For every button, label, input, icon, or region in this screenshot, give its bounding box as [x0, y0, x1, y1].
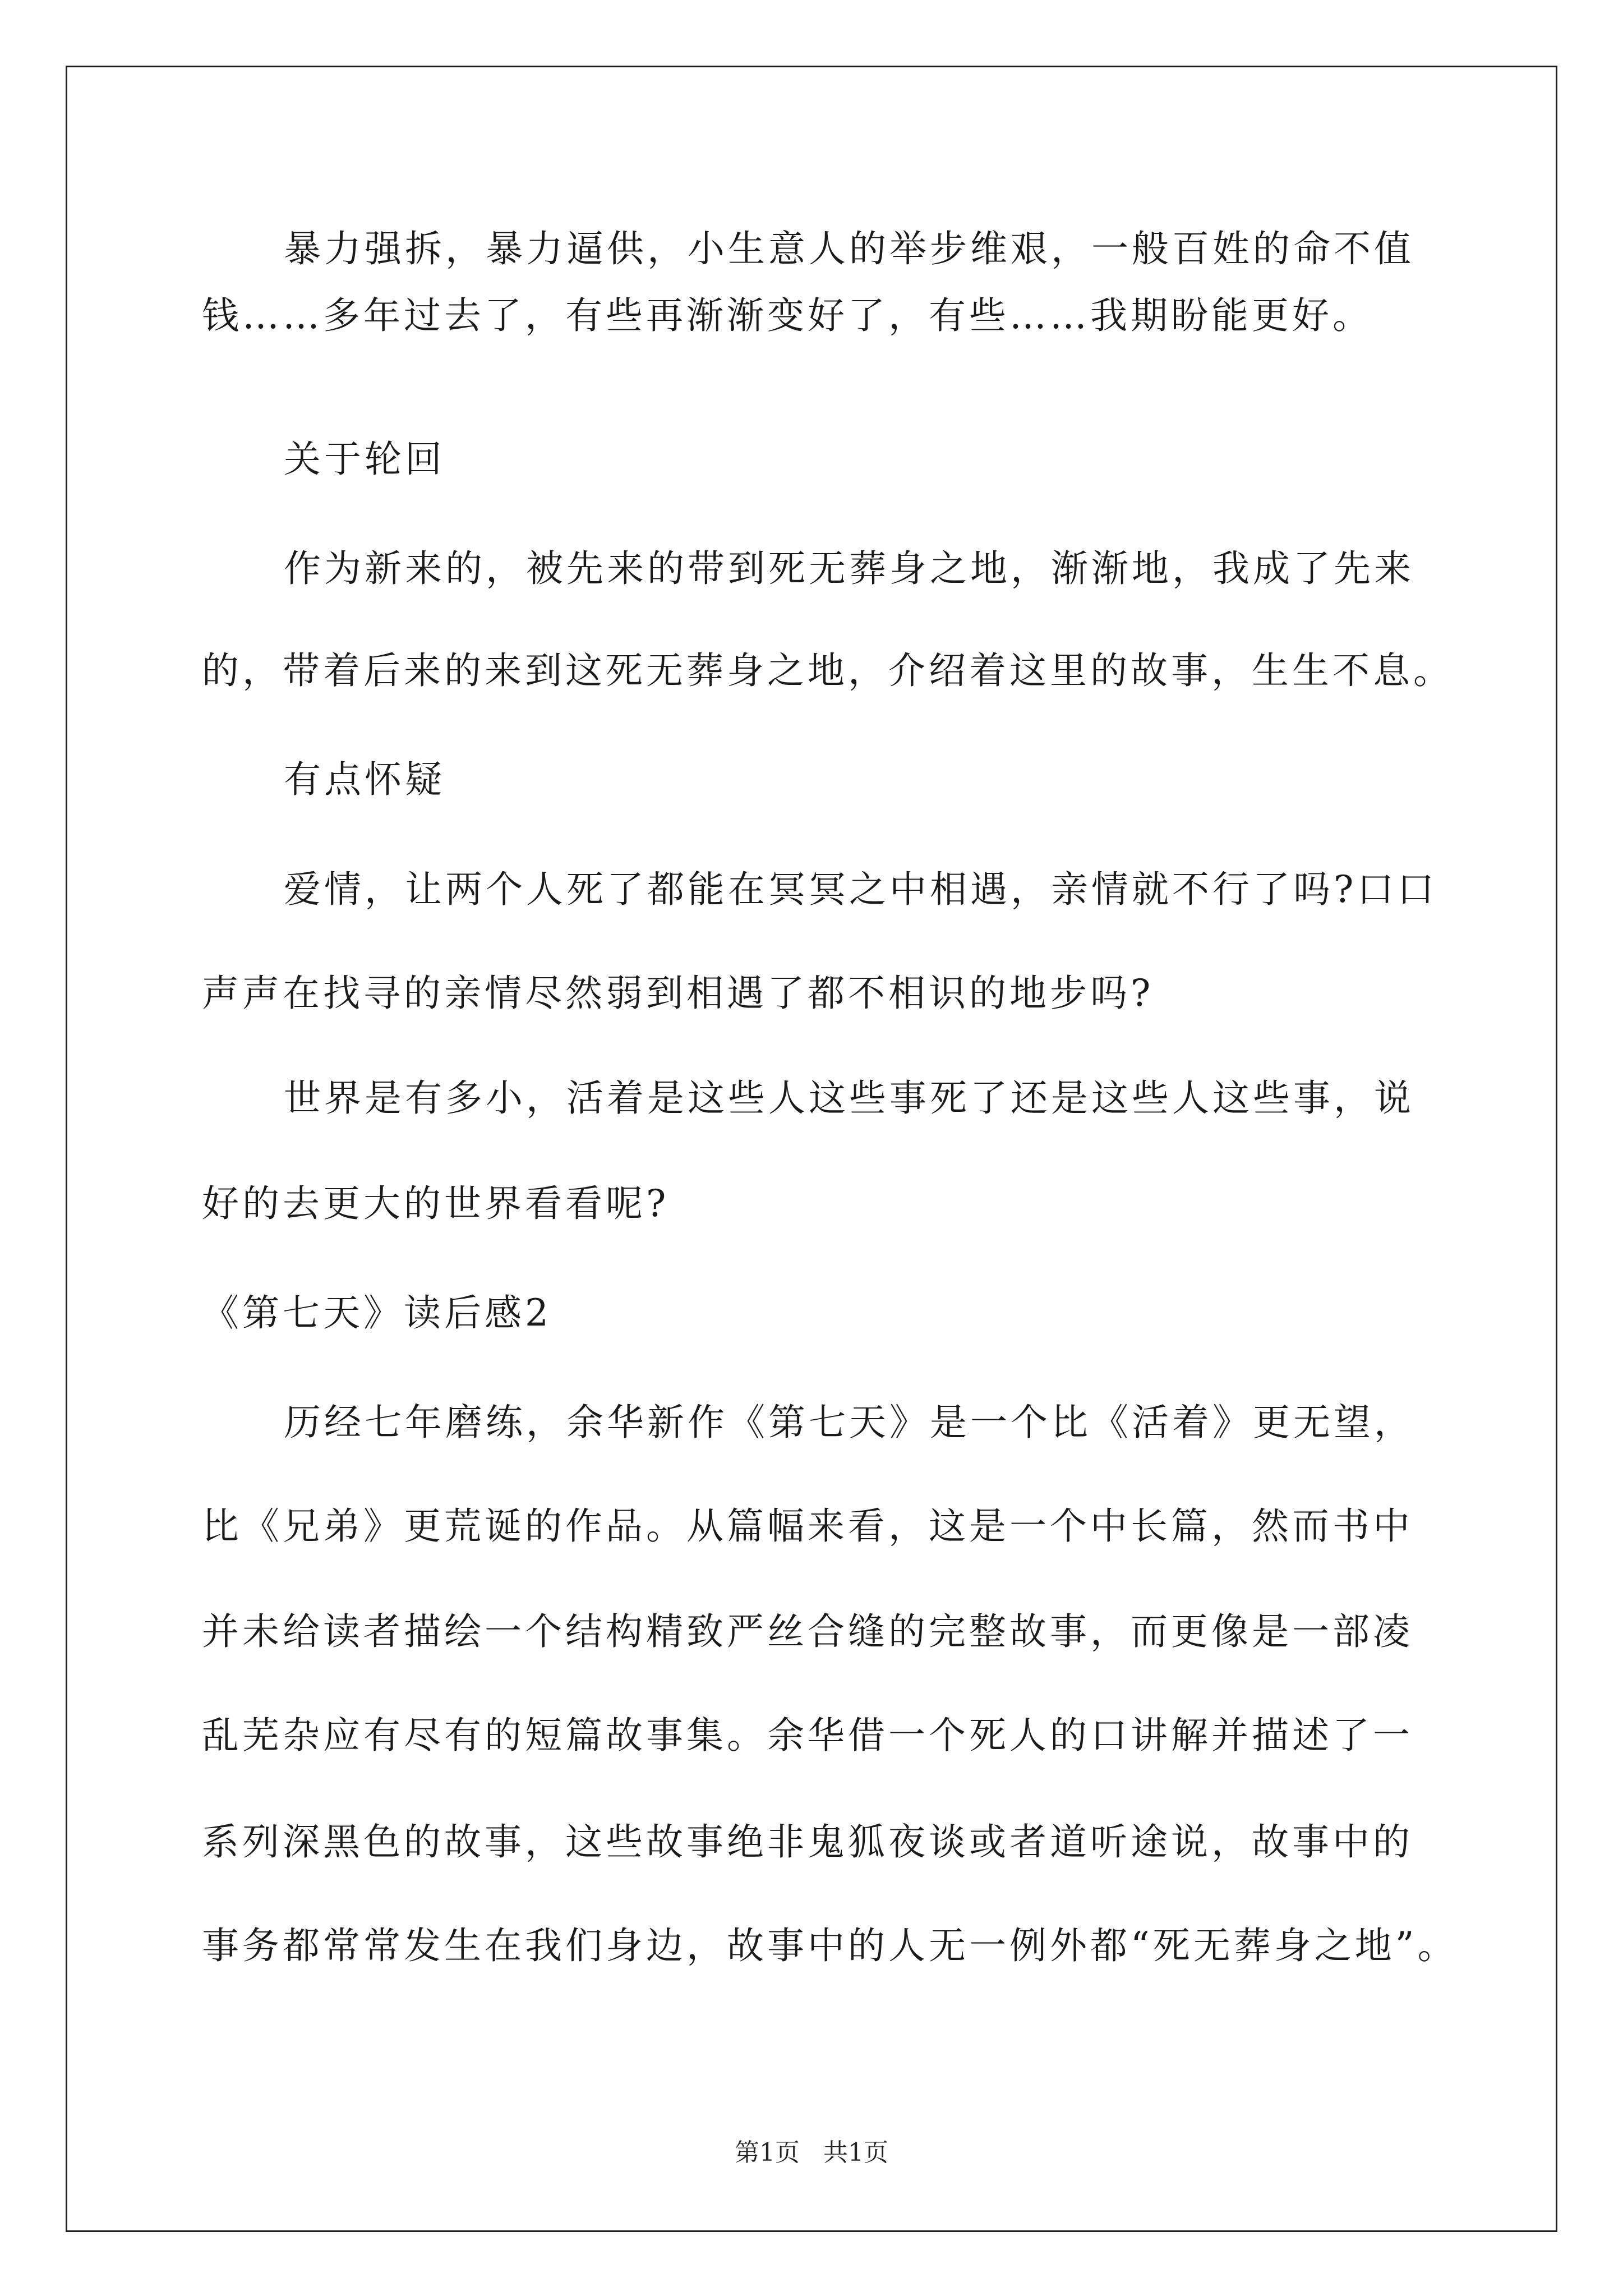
paragraph-line: 作为新来的，被先来的带到死无葬身之地，渐渐地，我成了先来	[284, 547, 1414, 590]
paragraph-line: 关于轮回	[284, 438, 445, 481]
paragraph-line: 世界是有多小，活着是这些人这些事死了还是这些人这些事，说	[284, 1076, 1414, 1120]
paragraph-line: 的，带着后来的来到这死无葬身之地，介绍着这里的故事，生生不息。	[202, 649, 1454, 692]
paragraph-line: 比《兄弟》更荒诞的作品。从篇幅来看，这是一个中长篇，然而书中	[202, 1504, 1413, 1548]
paragraph-line: 并未给读者描绘一个结构精致严丝合缝的完整故事，而更像是一部凌	[202, 1610, 1413, 1653]
paragraph-line: 系列深黑色的故事，这些故事绝非鬼狐夜谈或者道听途说，故事中的	[202, 1820, 1413, 1864]
paragraph-line: 声声在找寻的亲情尽然弱到相遇了都不相识的地步吗?	[202, 972, 1154, 1015]
paragraph-line: 暴力强拆，暴力逼供，小生意人的举步维艰，一般百姓的命不值	[284, 227, 1414, 270]
paragraph-line: 有点怀疑	[284, 758, 445, 801]
paragraph-line: 好的去更大的世界看看呢?	[202, 1182, 670, 1225]
paragraph-line: 事务都常常发生在我们身边，故事中的人无一例外都“死无葬身之地”。	[202, 1924, 1458, 1967]
paragraph-line: 历经七年磨练，余华新作《第七天》是一个比《活着》更无望，	[284, 1401, 1414, 1444]
paragraph-line: 钱……多年过去了，有些再渐渐变好了，有些……我期盼能更好。	[202, 294, 1373, 337]
paragraph-line: 爱情，让两个人死了都能在冥冥之中相遇，亲情就不行了吗?口口	[284, 868, 1438, 911]
page-footer: 第1页 共1页	[735, 2138, 888, 2167]
page-frame	[66, 66, 1557, 2232]
section-title: 《第七天》读后感2	[202, 1291, 552, 1335]
paragraph-line: 乱芜杂应有尽有的短篇故事集。余华借一个死人的口讲解并描述了一	[202, 1714, 1413, 1757]
